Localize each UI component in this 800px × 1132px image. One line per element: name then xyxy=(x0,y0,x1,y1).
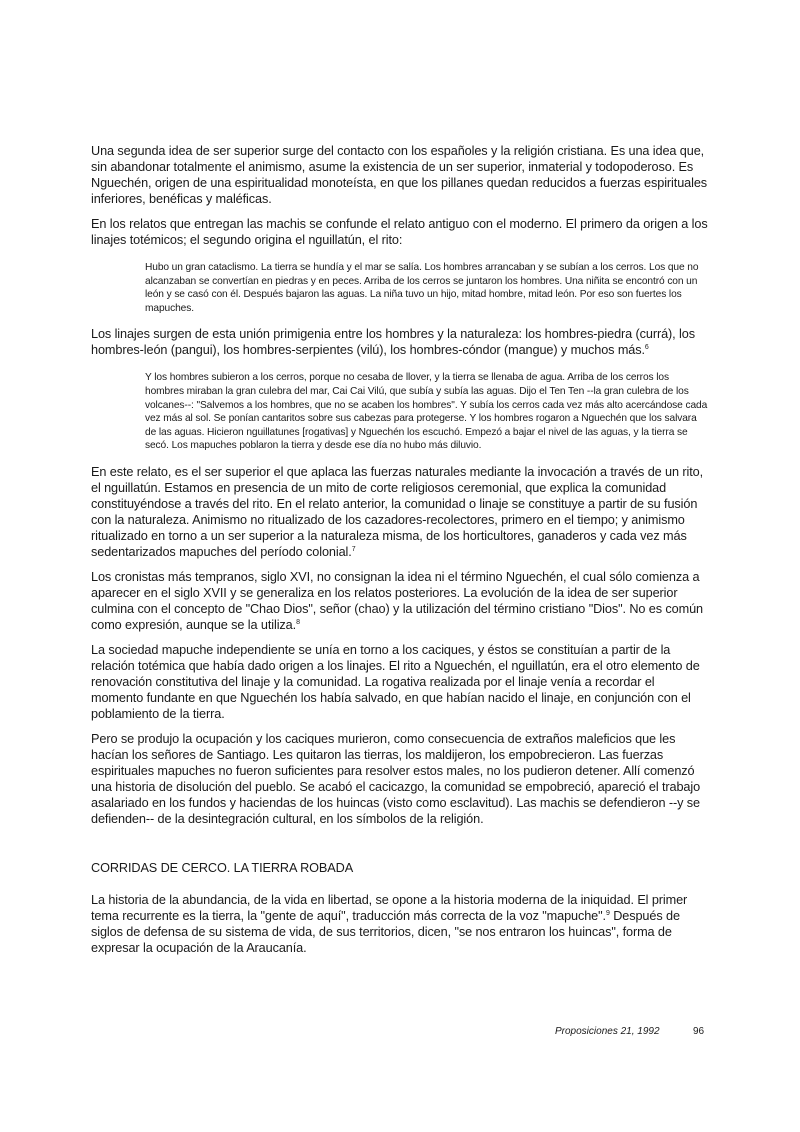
paragraph-occupation: Pero se produjo la ocupación y los caciques murieron, como consecuencia de extraños maleficios que les hacían los señores de Santiago. Les quitaron las tierras, los maldijeron, los empobrecieron. Las fuerzas espirituales mapuches no fueron suficientes para resolver estos males, no los pudieron detener. Allí comenzó una historia de disolución del pueblo. Se acabó el cacicazgo, la comunidad se empobreció, apareció el trabajo asalariado en los fundos y haciendas de los huincas (visto como esclavitud). Las machis se defendieron --y se defienden-- de la desintegración cultural, en los símbolos de la religión. xyxy=(91,731,701,826)
body-text xyxy=(91,143,709,965)
paragraph-machi-stories: En los relatos que entregan las machis se confunde el relato antiguo con el moderno. El primero da origen a los linajes totémicos; el segundo origina el nguillatún, el rito: xyxy=(91,217,708,247)
footnote-ref-9: 9 xyxy=(605,909,610,917)
journal-citation: Proposiciones 21, 1992 xyxy=(555,1026,660,1037)
footnote-ref-8: 8 xyxy=(296,618,300,626)
block-quote-cataclysm: Hubo un gran cataclismo. La tierra se hundía y el mar se salía. Los hombres arrancaban y se subían a los cerros. Los que no alcanzaban se convertían en piedras y en peces. Arriba de los cerros se juntaron los hombres. Una niñita se encontró con un león y se casó con él. Después bajaron las aguas. La niña tuvo un hijo, mitad hombre, mitad león. Por eso son fuertes los mapuches. xyxy=(145,262,699,314)
paragraph-superior-being: Una segunda idea de ser superior surge del contacto con los españoles y la religión cristiana. Es una idea que, sin abandonar totalmente el animismo, asume la existencia de un ser superior, inmaterial y todopoderoso. Es Nguechén, origen de una espiritualidad monoteísta, en que los pillanes quedan reducidos a fuerzas espirituales inferiores, benéficas y maléficas. xyxy=(91,144,708,206)
page-number: 96 xyxy=(693,1026,705,1037)
block-quote-flood: Y los hombres subieron a los cerros, porque no cesaba de llover, y la tierra se llenaba de agua. Arriba de los cerros los hombres miraban la gran culebra del mar, Cai Cai Vilú, que subía y subía las aguas. Dijo el Ten Ten --la gran culebra de los volcanes--: "Salvemos a los hombres, que no se acaben los hombres". Y subía los cerros cada vez más alto acercándose cada vez más al sol. Se ponían cantaritos sobre sus cabezas para protegerse. Y los hombres rogaron a Nguechén que los salvara de las aguas. Hicieron nguillatunes [rogativas] y Nguechén los escuchó. Empezó a bajar el nivel de las aguas, y la tierra se secó. Los mapuches poblaron la tierra y desde ese día no hubo más diluvio. xyxy=(145,372,708,452)
paragraph-rite: En este relato, es el ser superior el que aplaca las fuerzas naturales mediante la invocación a través de un rito, el nguillatún. Estamos en presencia de un mito de corte religiosos ceremonial, que explica la comunidad constituyéndose a través del rito. En el relato anterior, la comunidad o linaje se constituye a partir de su fusión con la naturaleza. Animismo no ritualizado de los cazadores-recolectores, primero en el tiempo; y animismo ritualizado en torno a un ser superior a la naturaleza misma, de los horticultores, ganaderos y cada vez más sedentarizados mapuches del período colonial.$^7$ xyxy=(91,464,704,559)
footnote-ref-7: 7 xyxy=(351,545,356,553)
section-heading: CORRIDAS DE CERCO. LA TIERRA ROBADA xyxy=(91,860,354,875)
paragraph-society: La sociedad mapuche independiente se unía en torno a los caciques, y éstos se constituían a partir de la relación totémica que había dado origen a los linajes. El rito a Nguechén, el nguillatún, era el otro elemento de renovación constitutiva del linaje y la comunidad. La rogativa realizada por el linaje venía a recordar el momento fundante en que Nguechén los había salvado, en que habían nacido el linaje, en conjunción con el poblamiento de la tierra. xyxy=(91,642,700,721)
footnote-ref-6: 6 xyxy=(644,344,649,352)
paragraph-lineages: Los linajes surgen de esta unión primigenia entre los hombres y la naturaleza: los hombres-piedra (currá), los hombres-león (pangui), los hombres-serpientes (vilú), los hombres-cóndor (mangue) y muchos más.$^6$ xyxy=(91,327,695,358)
paragraph-chroniclers: Los cronistas más tempranos, siglo XVI, no consignan la idea ni el término Nguechén, el cual sólo comienza a aparecer en el siglo XVII y se generaliza en los relatos posteriores. La evolución de la idea de ser superior culmina con el concepto de "Chao Dios", señor (chao) y la utilización del término cristiano "Dios". No es común como expresión, aunque se la utiliza.$^8$ xyxy=(91,569,703,632)
paragraph-land: La historia de la abundancia, de la vida en libertad, se opone a la historia moderna de la iniquidad. El primer tema recurrente es la tierra, la "gente de aquí", traducción más correcta de la voz "mapuche".$^9$ Después de siglos de defensa de su sistema de vida, de sus territorios, dicen, "se nos entraron los huincas", forma de expresar la ocupación de la Araucanía. xyxy=(91,892,688,955)
